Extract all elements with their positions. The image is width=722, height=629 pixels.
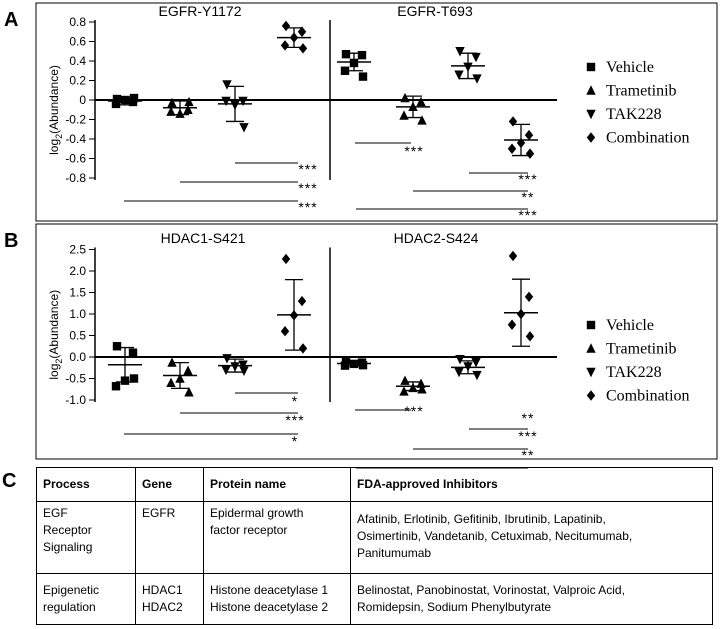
data-point [175, 373, 184, 382]
data-point [238, 97, 247, 106]
data-point [121, 96, 129, 104]
data-point [359, 72, 367, 80]
cell-line: Epigenetic [43, 583, 100, 597]
chart-title: EGFR-Y1172 [158, 3, 242, 19]
data-point [342, 50, 350, 58]
legend-marker [587, 390, 595, 400]
series-trametinib [163, 357, 197, 396]
cell-line: HDAC1 [142, 583, 183, 597]
data-point [121, 376, 129, 384]
series-tak228 [218, 80, 252, 132]
data-point [455, 355, 464, 364]
legend-item [586, 364, 661, 381]
legend-item [586, 83, 676, 100]
data-point [525, 292, 533, 302]
data-point [112, 382, 120, 390]
legend-label: Trametinib [606, 82, 677, 100]
legend-label: Combination [606, 387, 690, 405]
y-axis-label-part: (Abundance) [47, 65, 61, 134]
series-vehicle [337, 356, 371, 370]
series-trametinib [396, 375, 430, 395]
legend-label: Trametinib [606, 340, 677, 358]
cell-line: Belinostat, Panobinostat, Vorinostat, Valproic Acid, [357, 583, 625, 597]
legend-label: TAK228 [606, 364, 662, 381]
legend-item [586, 341, 676, 358]
y-axis-label-part: log [47, 363, 61, 380]
data-point [350, 360, 358, 368]
y-tick-label: -0.2 [65, 112, 86, 127]
legend-marker [586, 343, 595, 352]
data-point [281, 40, 289, 50]
significance-label: *** [298, 161, 318, 177]
y-axis-label-part: 2 [54, 358, 64, 364]
legend-marker [586, 368, 595, 377]
data-point [113, 342, 121, 350]
series-trametinib [396, 93, 430, 125]
y-tick-label: -0.4 [65, 132, 86, 146]
panel-letter-b: B [4, 230, 19, 252]
panel-letter-a: A [4, 9, 19, 31]
cell-line: Panitumumab [357, 546, 432, 560]
data-point [299, 43, 307, 53]
data-point [183, 366, 192, 375]
series-combination [277, 21, 311, 54]
y-axis-label-part: log [47, 138, 61, 155]
data-point [290, 32, 298, 42]
legend-label: Vehicle [606, 59, 654, 76]
cell-protein [204, 574, 351, 625]
chart-title: HDAC1-S421 [160, 230, 246, 246]
y-tick-label: 2.5 [69, 242, 86, 257]
cell-line: regulation [43, 600, 96, 614]
data-point [526, 148, 534, 158]
significance-label: ** [521, 189, 535, 205]
significance-label: *** [404, 143, 424, 159]
significance-label: * [291, 433, 299, 449]
cell-line: Epidermal growth [210, 506, 304, 520]
legend-item [587, 388, 690, 405]
data-point [130, 374, 138, 382]
series-combination [504, 116, 538, 159]
data-point [359, 361, 367, 369]
legend-marker [587, 132, 595, 142]
data-point [454, 368, 463, 377]
header-inhibitors: FDA-approved Inhibitors [351, 468, 713, 502]
cell-line: HDAC2 [142, 600, 183, 614]
y-tick-label: 0.2 [69, 73, 86, 88]
chart-egfr-t693 [330, 3, 557, 223]
significance-label: *** [518, 171, 538, 187]
data-point [400, 93, 409, 102]
header-protein-name: Protein name [204, 468, 351, 502]
legend-label: TAK228 [606, 106, 662, 123]
data-point [471, 358, 480, 367]
legend-item [587, 130, 690, 147]
legend-marker [587, 321, 595, 329]
y-tick-label: 0.5 [69, 328, 86, 343]
data-point [221, 366, 230, 375]
cell-line: EGFR [142, 506, 176, 520]
data-point [350, 59, 358, 67]
y-axis-label-part: (Abundance) [47, 289, 61, 359]
data-point [525, 130, 533, 140]
legend-item [586, 106, 661, 123]
significance-label: *** [298, 180, 318, 196]
data-point [175, 108, 184, 117]
legend-label: Combination [606, 129, 690, 147]
data-point [221, 97, 230, 106]
legend-marker [586, 110, 595, 119]
y-axis-label-part: 2 [54, 133, 64, 139]
y-axis-label [47, 65, 64, 155]
data-point [282, 21, 290, 31]
y-tick-label: -0.5 [65, 371, 86, 386]
header-gene: Gene [136, 468, 204, 502]
legend-item [587, 317, 654, 334]
legend-marker [587, 63, 595, 71]
inhibitor-table [36, 467, 713, 625]
data-point [358, 51, 366, 59]
y-tick-label: 0.6 [69, 34, 86, 49]
data-point [281, 326, 289, 336]
legend-panel-a [586, 59, 689, 147]
chart-title: HDAC2-S424 [393, 230, 479, 246]
data-point [341, 67, 349, 75]
data-point [290, 310, 298, 320]
y-tick-label: 1.5 [69, 285, 86, 300]
table-header-row [37, 468, 713, 502]
series-tak228 [451, 355, 485, 380]
data-point [463, 63, 472, 72]
y-tick-label: 0.0 [69, 350, 86, 364]
cell-process [37, 502, 136, 574]
data-point [239, 367, 248, 376]
significance-label: * [291, 393, 299, 409]
data-point [298, 296, 306, 306]
data-point [408, 383, 417, 392]
data-point [282, 254, 290, 264]
significance-label: ** [521, 410, 535, 426]
cell-process [37, 574, 136, 625]
data-point [509, 116, 517, 126]
series-tak228 [451, 47, 485, 84]
data-point [299, 343, 307, 353]
data-point [222, 80, 231, 89]
data-point [130, 94, 138, 102]
significance-label: *** [518, 207, 538, 223]
data-point [112, 100, 120, 108]
data-point [471, 53, 480, 62]
data-point [230, 101, 239, 110]
data-point [416, 97, 425, 106]
data-point [417, 115, 426, 124]
cell-gene [136, 502, 204, 574]
series-combination [277, 254, 311, 354]
series-vehicle [337, 50, 371, 81]
data-point [239, 123, 248, 132]
cell-line: EGF [43, 506, 68, 520]
data-point [230, 362, 239, 371]
legend-item [587, 59, 654, 76]
y-axis-label [47, 290, 64, 380]
cell-line: factor receptor [210, 523, 288, 537]
chart-hdac2-s424 [330, 230, 557, 468]
header-process: Process [37, 468, 136, 502]
y-tick-label: 0.4 [69, 54, 86, 68]
significance-label: *** [518, 428, 538, 444]
cell-line: Romidepsin, Sodium Phenylbutyrate [357, 600, 552, 614]
data-point [166, 378, 175, 387]
significance-label: *** [285, 412, 305, 428]
y-tick-label: 0.8 [69, 15, 86, 29]
data-point [129, 349, 137, 357]
y-tick-label: 2.0 [69, 264, 86, 278]
cell-line: Afatinib, Erlotinib, Gefitinib, Ibrutinib, Lapatinib, [357, 512, 606, 526]
data-point [517, 309, 525, 319]
data-point [455, 47, 464, 56]
data-point [472, 371, 481, 380]
chart-egfr-y1172 [47, 3, 330, 215]
table-row [37, 502, 713, 574]
data-point [508, 144, 516, 154]
cell-line: Histone deacetylase 2 [210, 600, 329, 614]
series-combination [504, 251, 538, 347]
significance-label: ** [521, 447, 535, 463]
data-point [509, 251, 517, 261]
cell-line: Receptor [43, 523, 92, 537]
y-tick-label: -1.0 [65, 393, 86, 407]
data-point [508, 320, 516, 330]
y-tick-label: 0 [79, 93, 86, 107]
significance-label: *** [404, 403, 424, 419]
legend-label: Vehicle [606, 317, 654, 334]
panel-letter-c: C [2, 470, 17, 492]
legend-panel-b [586, 317, 689, 405]
data-point [526, 331, 534, 341]
chart-title: EGFR-T693 [397, 3, 473, 19]
data-point [341, 361, 349, 369]
cell-line: Signaling [43, 540, 93, 554]
cell-line: Osimertinib, Vandetanib, Cetuximab, Necitumumab, [357, 529, 633, 543]
series-vehicle [108, 94, 142, 108]
table-row [37, 574, 713, 625]
data-point [399, 110, 408, 119]
cell-protein [204, 502, 351, 574]
chart-hdac1-s421 [47, 230, 330, 449]
legend-marker [586, 85, 595, 94]
data-point [400, 375, 409, 384]
y-tick-label: -0.6 [65, 151, 86, 166]
y-tick-label: -0.8 [65, 171, 86, 185]
cell-gene [136, 574, 204, 625]
series-vehicle [108, 342, 142, 390]
y-tick-label: 1.0 [69, 307, 86, 321]
significance-label: *** [298, 199, 318, 215]
cell-line: Histone deacetylase 1 [210, 583, 329, 597]
cell-inhibitors [351, 502, 713, 574]
cell-inhibitors [351, 574, 713, 625]
